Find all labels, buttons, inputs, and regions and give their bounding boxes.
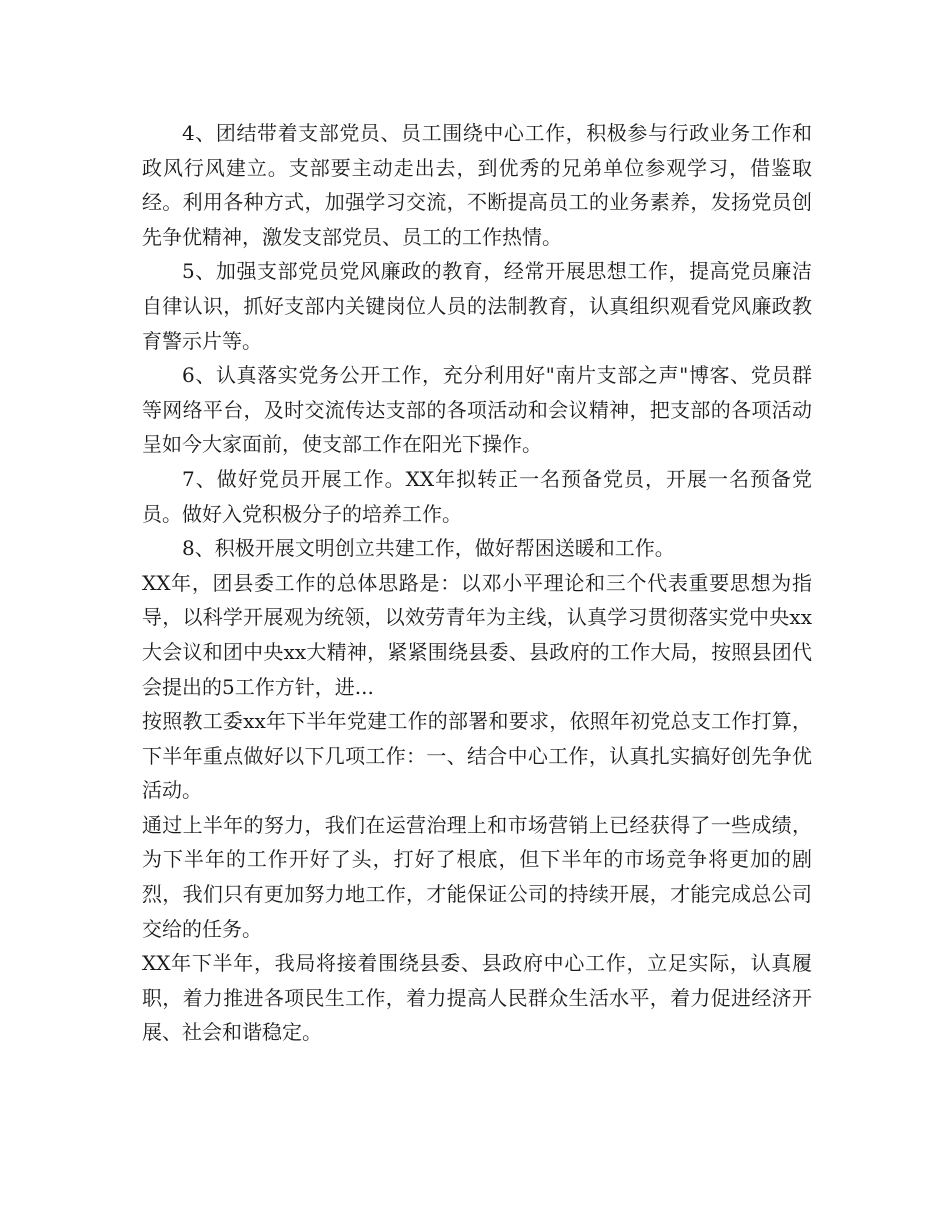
paragraph-party-building-plan: 按照教工委xx年下半年党建工作的部署和要求，依照年初党总支工作打算，下半年重点做好以下几项工作：一、结合中心工作，认真扎实搞好创先争优活动。	[142, 709, 812, 803]
paragraph-item-6: 6、认真落实党务公开工作，充分利用好"南片支部之声"博客、党员群等网络平台，及时交流传达支部的各项活动和会议精神，把支部的各项活动呈如今大家面前，使支部工作在阳光下操作。	[142, 363, 812, 457]
paragraph-item-8: 8、积极开展文明创立共建工作，做好帮困送暖和工作。	[182, 536, 675, 561]
paragraph-youth-league-plan: XX年，团县委工作的总体思路是：以邓小平理论和三个代表重要思想为指导，以科学开展观为统领，以效劳青年为主线，认真学习贯彻落实党中央xx大会议和团中央xx大精神，紧紧围绕县委、县政府的工作大局，按照县团代会提出的5工作方针，进...	[142, 570, 812, 699]
document-page	[142, 116, 812, 1050]
paragraph-bureau-plan: XX年下半年，我局将接着围绕县委、县政府中心工作，立足实际，认真履职，着力推进各项民生工作，着力提高人民群众生活水平，着力促进经济开展、社会和谐稳定。	[142, 951, 812, 1045]
paragraph-item-4: 4、团结带着支部党员、员工围绕中心工作，积极参与行政业务工作和政风行风建立。支部要主动走出去，到优秀的兄弟单位参观学习，借鉴取经。利用各种方式，加强学习交流，不断提高员工的业务素养，发扬党员创先争优精神，激发支部党员、员工的工作热情。	[142, 121, 812, 249]
paragraph-item-5: 5、加强支部党员党风廉政的教育，经常开展思想工作，提高党员廉洁自律认识，抓好支部内关键岗位人员的法制教育，认真组织观看党风廉政教育警示片等。	[142, 259, 812, 353]
paragraph-item-7: 7、做好党员开展工作。XX年拟转正一名预备党员，开展一名预备党员。做好入党积极分子的培养工作。	[142, 466, 812, 526]
paragraph-operations-summary: 通过上半年的努力，我们在运营治理上和市场营销上已经获得了一些成绩，为下半年的工作开好了头，打好了根底，但下半年的市场竞争将更加的剧烈，我们只有更加努力地工作，才能保证公司的持续开展，才能完成总公司交给的任务。	[142, 812, 812, 941]
